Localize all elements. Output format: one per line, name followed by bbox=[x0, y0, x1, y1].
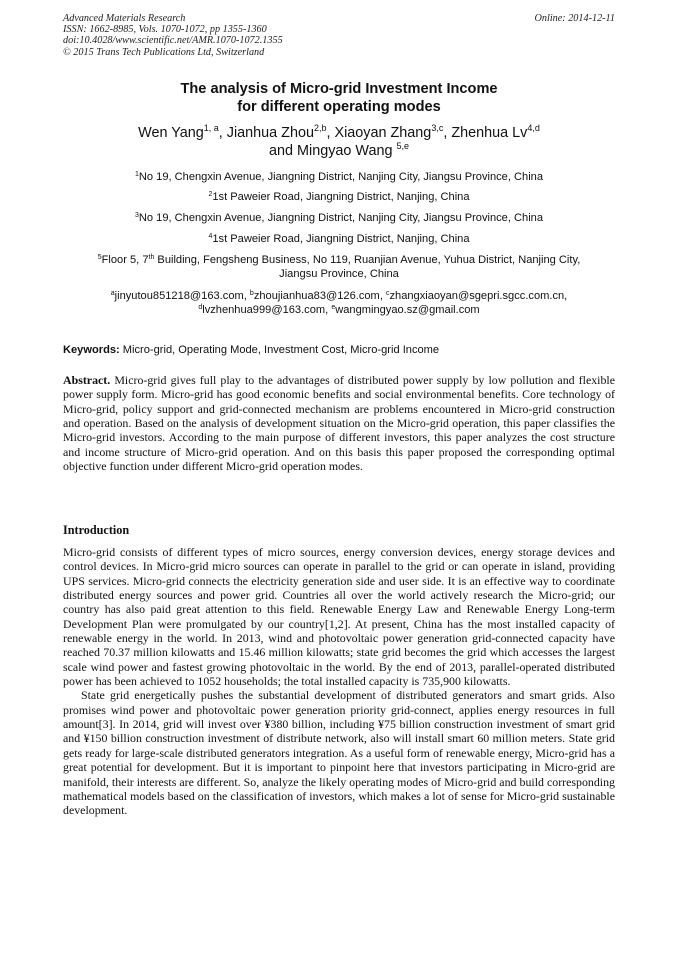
author-name: Jianhua Zhou bbox=[226, 125, 314, 141]
affiliation-2 bbox=[63, 191, 615, 205]
ordinal-suffix: th bbox=[148, 254, 155, 261]
author-sup: 4,d bbox=[527, 123, 540, 133]
introduction-heading: Introduction bbox=[63, 523, 130, 537]
affiliation-number: 1 bbox=[134, 171, 139, 178]
author-sep: , bbox=[443, 125, 452, 141]
title-line-2: for different operating modes bbox=[237, 99, 441, 115]
introduction-body bbox=[63, 545, 615, 818]
email-d: lvzhenhua999@163.com bbox=[202, 303, 326, 316]
journal-copyright: © 2015 Trans Tech Publications Ltd, Switzerland bbox=[63, 46, 265, 58]
affiliation-number: 4 bbox=[208, 233, 213, 240]
affiliation-text: Building, Fengsheng Business, No 119, Ruanjian Avenue, Yuhua District, Nanjing City, bbox=[154, 254, 581, 266]
paper-title bbox=[63, 80, 615, 116]
author-sup: 1, a bbox=[203, 123, 219, 133]
email-line-2: $^d$lvzhenhua999@163.com, $^e$wangmingyao.sz@gmail.com bbox=[198, 303, 480, 316]
affiliation-5-line-2: Jiangsu Province, China bbox=[279, 267, 399, 280]
affiliation-number: 5 bbox=[97, 254, 102, 261]
keywords-label: Keywords: bbox=[63, 344, 120, 356]
author-line-2 bbox=[63, 142, 615, 160]
keywords bbox=[63, 343, 615, 357]
affiliation-number: 3 bbox=[134, 212, 139, 219]
affiliation-text: 1st Paweier Road, Jiangning District, Nanjing, China bbox=[212, 233, 470, 245]
email-b: zhoujianhua83@126.com bbox=[253, 290, 380, 302]
affiliation-1 bbox=[63, 171, 615, 185]
affiliation-number: 2 bbox=[208, 191, 213, 198]
author-sep: , bbox=[326, 125, 335, 141]
affiliation-text: 1st Paweier Road, Jiangning District, Nanjing, China bbox=[212, 191, 470, 203]
abstract bbox=[63, 373, 615, 473]
affiliation-3 bbox=[63, 212, 615, 226]
introduction-paragraph-2: State grid energetically pushes the substantial development of distributed generators and smart grids. Also promises wind power and photovoltaic power generation priority grid-connect, applies energy resources in full amount[3]. In 2014, grid will invest over ¥380 billion, including ¥75 billion construction investment of smart grid and ¥150 billion construction investment of distribute network, also will install smart 60 million meters. State grid gets ready for large-scale distributed generators integration. As a useful form of renewable energy, Micro-grid has a great potential for development. But it is important to pinpoint here that investors participating in Micro-grid are manifold, their interests are different. So, analyze the likely operating modes of Micro-grid and build corresponding mathematical models based on the classification of investors, which makes a lot of sense for Micro-grid sustainable development. bbox=[63, 688, 615, 818]
keywords-text: Micro-grid, Operating Mode, Investment Cost, Micro-grid Income bbox=[119, 344, 440, 356]
email-a: jinyutou851218@163.com bbox=[114, 290, 244, 302]
email-list bbox=[63, 290, 615, 317]
journal-name: Advanced Materials Research bbox=[63, 13, 186, 24]
affiliation-5 bbox=[63, 254, 615, 281]
author-name: Xiaoyan Zhang bbox=[334, 125, 432, 141]
introduction-paragraph-1: Micro-grid consists of different types of micro sources, energy conversion devices, energy storage devices and control devices. In Micro-grid micro sources can operate in parallel to the grid or can operate in island, providing UPS services. Micro-grid connects the electricity generation side and user side. It is an effective way to coordinate distributed energy sources and power grid. Countries all over the world actively research the Micro-grid; our country has also paid great attention to this field. Renewable Energy Law and Renewable Energy Long-term Development Plan were promulgated by our country[1,2]. At present, China has the most installed capacity of renewable energy in the world. In 2013, wind and photovoltaic power generation grid-connected capacity have reached 70.37 million kilowatts and 15.46 million kilowatts; state grid becomes the grid which accesses the largest scale wind power and fastest growing photovoltaic in the world. By the end of 2013, parallel-operated distributed power has been achieved to 1052 households; the total installed capacity is 735,900 kilowatts. bbox=[63, 545, 615, 689]
journal-doi: doi:10.4028/www.scientific.net/AMR.1070-1072.1355 bbox=[63, 35, 283, 47]
email-line-1: $^a$jinyutou851218@163.com, $^b$zhoujianhua83@126.com, $^c$zhangxiaoyan@sgepri.sgcc.com.cn, bbox=[110, 290, 568, 302]
author-sup: 2,b bbox=[313, 123, 327, 133]
author-name: and Mingyao Wang bbox=[269, 143, 397, 159]
affiliation-text: No 19, Chengxin Avenue, Jiangning District, Nanjing City, Jiangsu Province, China bbox=[138, 171, 544, 183]
affiliation-4 bbox=[63, 233, 615, 247]
author-name: Wen Yang bbox=[138, 125, 204, 141]
affiliation-text: No 19, Chengxin Avenue, Jiangning District, Nanjing City, Jiangsu Province, China bbox=[138, 212, 544, 224]
email-e: wangmingyao.sz@gmail.com bbox=[335, 303, 480, 316]
journal-issn: ISSN: 1662-8985, Vols. 1070-1072, pp 1355-1360 bbox=[63, 24, 267, 36]
affiliation-text: Floor 5, 7 bbox=[101, 254, 149, 266]
author-sup: 5,e bbox=[396, 141, 409, 151]
author-list bbox=[63, 124, 615, 160]
author-sup: 3,c bbox=[431, 123, 444, 133]
abstract-text: Micro-grid gives full play to the advantages of distributed power supply by low pollution and flexible power supply form. Micro-grid has good economic benefits and social environmental benefits. Core technology of Micro-grid, policy support and grid-connected mechanism are problems encountered in Micro-grid construction and operation. Based on the analysis of development situation on the Micro-grid operation, this paper classifies the Micro-grid investors. According to the main purpose of different investors, this paper analyzes the cost structure and income structure of Micro-grid operation. And on this basis this paper proposed the corresponding optimal objective function under different Micro-grid operation modes. bbox=[63, 373, 615, 474]
abstract-label: Abstract. bbox=[63, 373, 111, 387]
email-c: zhangxiaoyan@sgepri.sgcc.com.cn, bbox=[389, 290, 568, 302]
title-line-1: The analysis of Micro-grid Investment Income bbox=[180, 81, 498, 97]
online-date: Online: 2014-12-11 bbox=[534, 13, 615, 24]
journal-header bbox=[63, 13, 615, 58]
author-line-1 bbox=[63, 124, 615, 142]
author-name: Zhenhua Lv bbox=[451, 125, 528, 141]
affiliation-5-line-1 bbox=[63, 254, 615, 268]
author-sep: , bbox=[218, 125, 227, 141]
